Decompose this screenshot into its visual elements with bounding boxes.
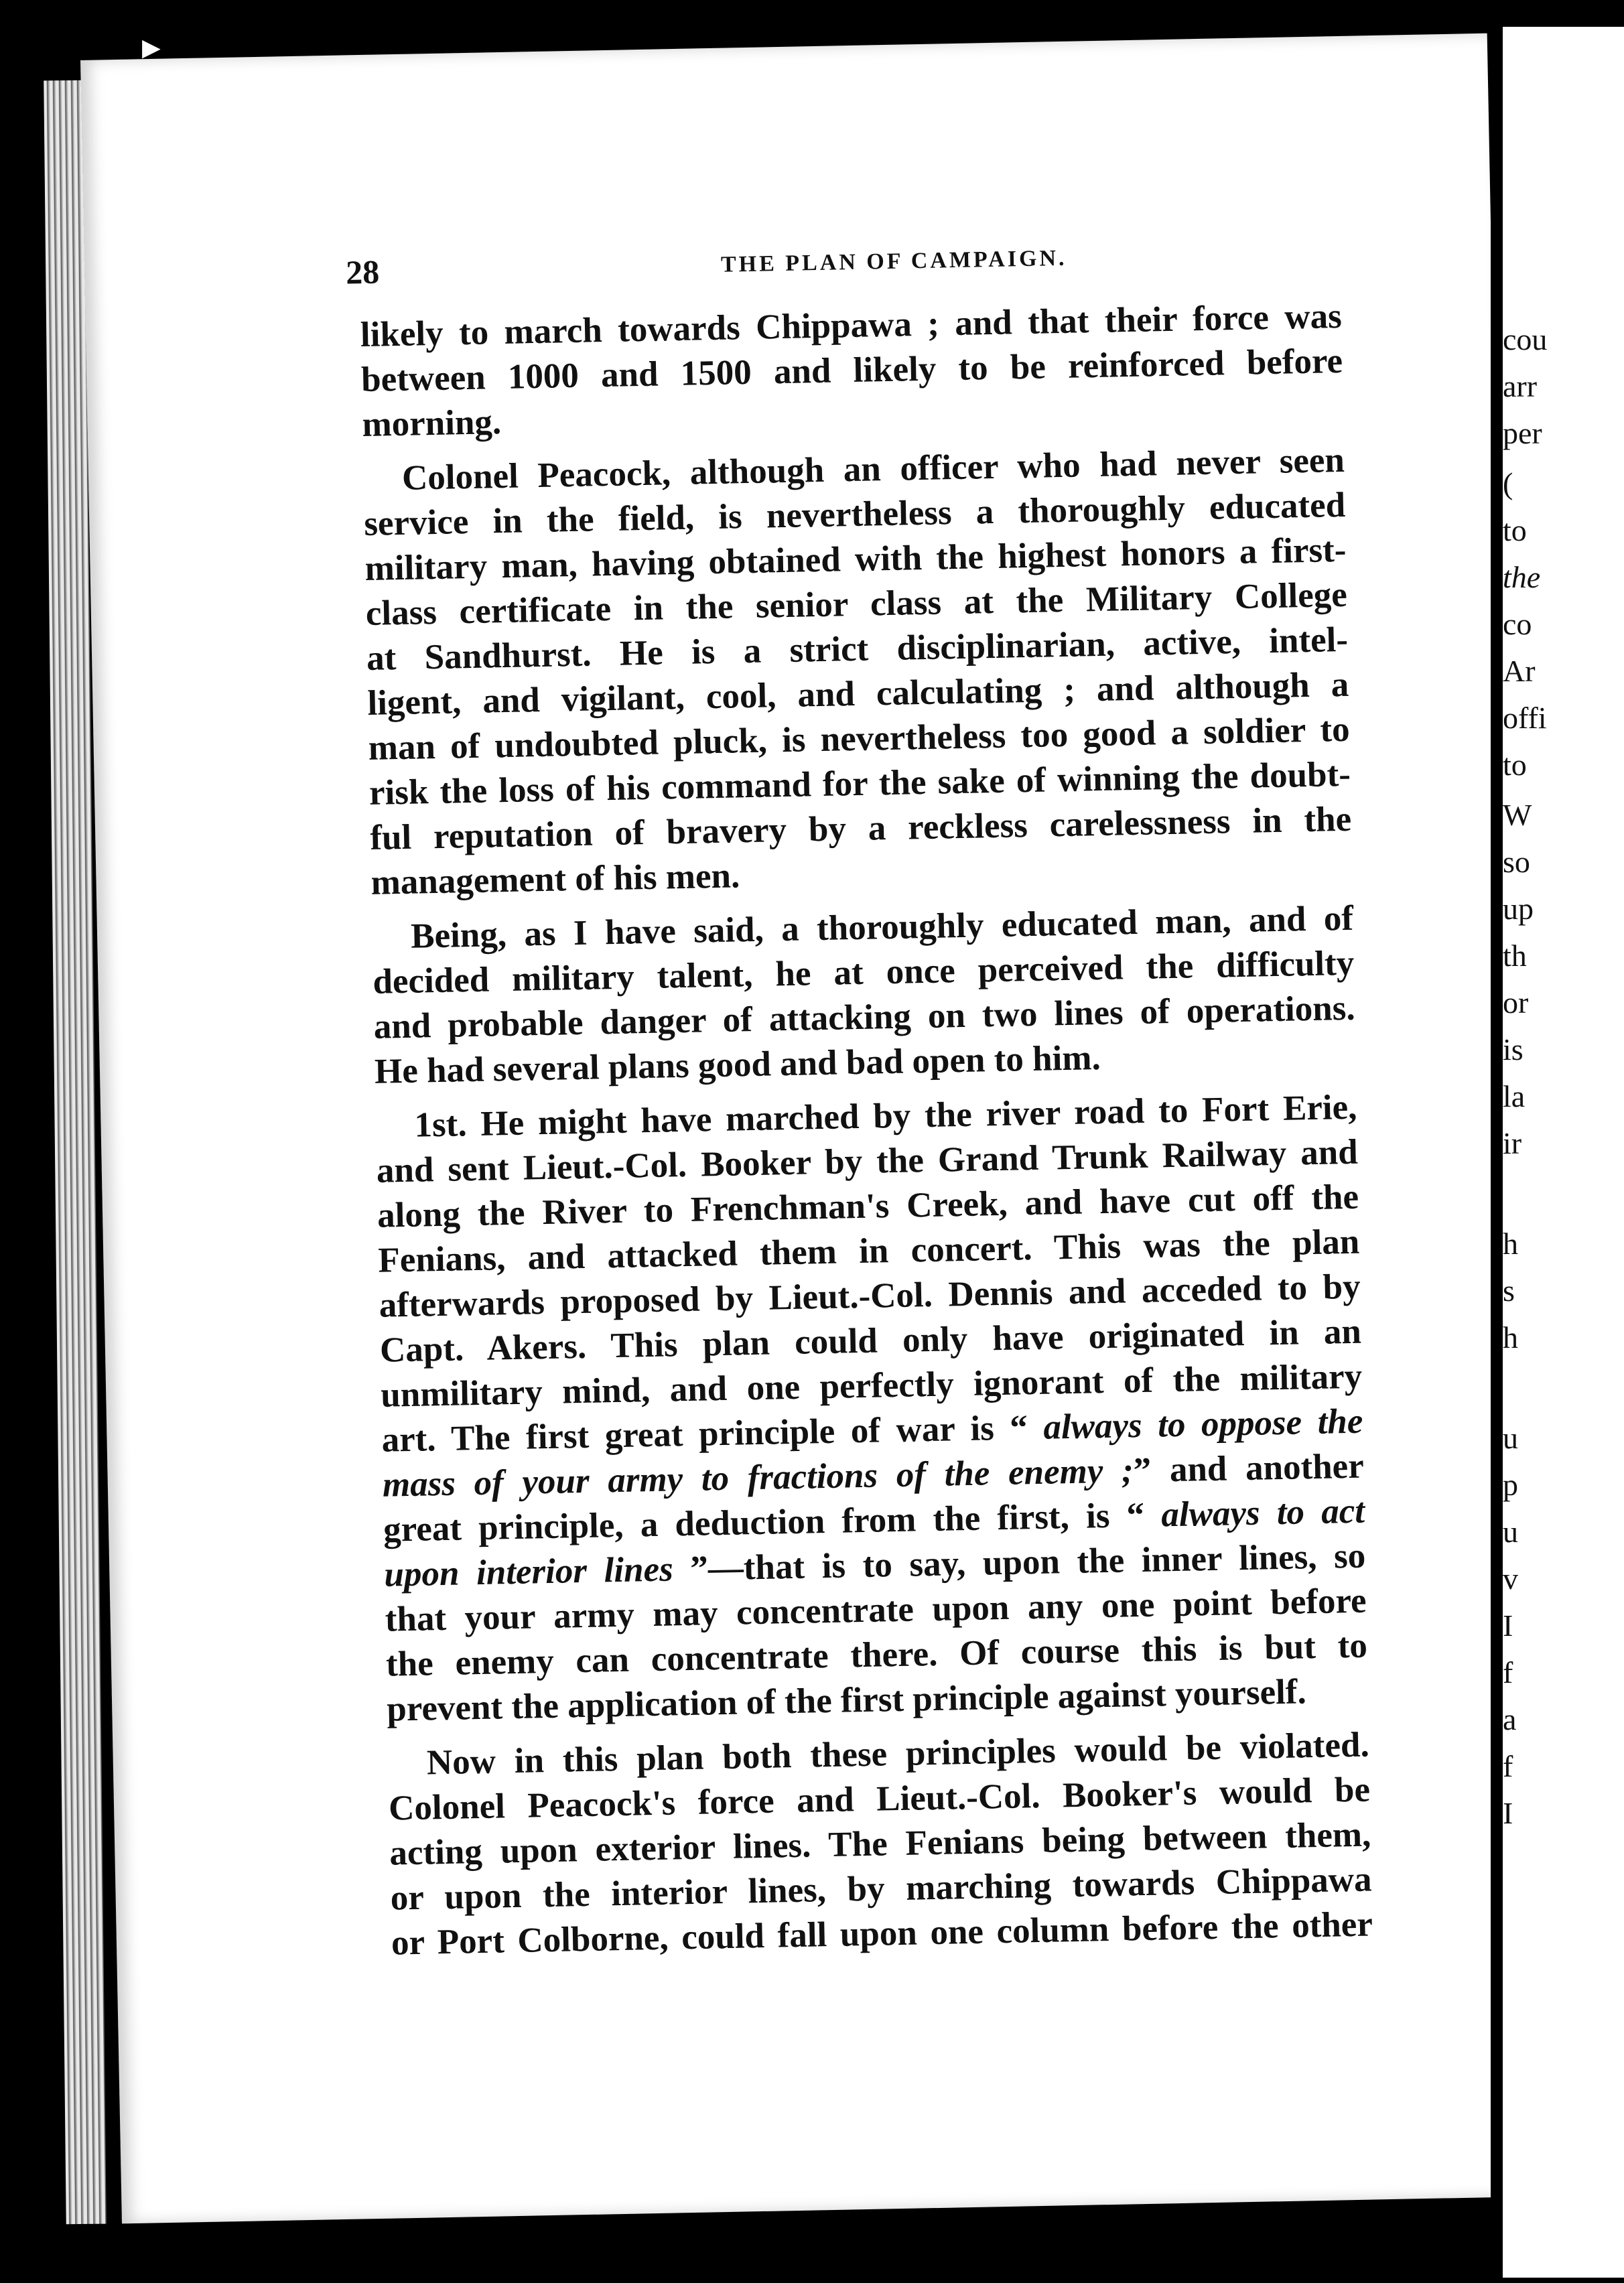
facing-page-fragment: so (1503, 845, 1530, 879)
text-line: and probable danger of attacking on two lines of operations. (373, 988, 1356, 1046)
text-line: prevent the application of the first principle against yourself. (386, 1672, 1307, 1729)
facing-page-fragment: u (1503, 1515, 1518, 1549)
text-line: at Sandhurst. He is a strict disciplinarian, active, intel- (366, 620, 1349, 678)
text-line: that your army may concentrate upon any one point before (385, 1581, 1367, 1639)
text-line: Being, as I have said, a thoroughly educated man, and of (410, 898, 1354, 956)
text-line: service in the field, is nevertheless a thoroughly educated (363, 485, 1346, 543)
facing-page-fragment: I (1503, 1796, 1513, 1830)
text-line: Colonel Peacock's force and Lieut.-Col. Booker's would be (388, 1770, 1371, 1828)
facing-page-fragment: u (1503, 1421, 1518, 1455)
facing-page-fragment: ir (1503, 1126, 1522, 1160)
text-line: the enemy can concentrate there. Of course this is but to (385, 1626, 1368, 1684)
text-line: mass of your army to fractions of the enemy ;” and another (382, 1446, 1365, 1505)
facing-page-fragment: ( (1503, 466, 1513, 500)
facing-page-fragment: Ar (1503, 654, 1536, 688)
text-line: between 1000 and 1500 and likely to be reinforced before (360, 341, 1343, 400)
text-line: He had several plans good and bad open to him. (374, 1038, 1101, 1091)
text-line: Capt. Akers. This plan could only have originated in an (379, 1312, 1362, 1370)
text-line: 1st. He might have marched by the river road to Fort Erie, (414, 1087, 1357, 1145)
text-line: class certificate in the senior class at the Military College (365, 575, 1348, 633)
text-line: upon interior lines ”—that is to say, upon the inner lines, so (383, 1536, 1366, 1594)
running-head (346, 232, 1405, 293)
facing-page-fragment: la (1503, 1079, 1526, 1113)
facing-page-fragment: is (1503, 1032, 1524, 1066)
facing-page (1503, 27, 1624, 2278)
facing-page-fragment: up (1503, 892, 1534, 926)
text-line: ligent, and vigilant, cool, and calculating ; and although a (366, 665, 1349, 723)
text-line: or Port Colborne, could fall upon one column before the other (391, 1905, 1373, 1963)
facing-page-fragment: cou (1503, 322, 1548, 356)
facing-page-fragment: or (1503, 985, 1529, 1020)
text-line: unmilitary mind, and one perfectly ignorant of the military (380, 1357, 1363, 1415)
facing-page-fragment: f (1503, 1749, 1513, 1783)
text-line: risk the loss of his command for the sake of winning the doubt- (368, 754, 1351, 813)
body-text (360, 294, 1373, 1966)
text-line: acting upon exterior lines. The Fenians being between them, (389, 1815, 1371, 1873)
facing-page-fragment: th (1503, 939, 1527, 973)
facing-page-fragment: to (1503, 748, 1527, 782)
text-line: or upon the interior lines, by marching towards Chippawa (390, 1860, 1373, 1918)
text-line: management of his men. (370, 856, 740, 902)
facing-page-fragment: co (1503, 607, 1532, 641)
facing-page-fragment: per (1503, 416, 1542, 450)
text-line: and sent Lieut.-Col. Booker by the Grand Trunk Railway and (376, 1132, 1359, 1190)
text-line: afterwards proposed by Lieut.-Col. Dennis and acceded to by (379, 1267, 1361, 1325)
text-line: art. The first great principle of war is “ always to oppose the (381, 1401, 1363, 1460)
facing-page-fragment: the (1503, 560, 1541, 594)
text-line: likely to march towards Chippawa ; and that their force was (360, 296, 1343, 355)
text-line: Colonel Peacock, although an officer who had never seen (401, 440, 1345, 498)
facing-page-fragment: s (1503, 1273, 1515, 1308)
facing-page-fragment: I (1503, 1608, 1513, 1643)
facing-page-fragment: h (1503, 1227, 1518, 1261)
facing-page-fragment: v (1503, 1562, 1518, 1596)
facing-page-fragment: arr (1503, 369, 1538, 403)
facing-page-fragment: a (1503, 1702, 1517, 1736)
scan-marker-icon: ▶ (142, 34, 161, 62)
facing-page-fragment: h (1503, 1320, 1518, 1355)
facing-page-fragment: f (1503, 1655, 1513, 1689)
facing-page-fragment: to (1503, 513, 1527, 547)
text-line: great principle, a deduction from the first, is “ always to act (383, 1491, 1365, 1549)
page-number: 28 (345, 253, 380, 291)
text-line: Now in this plan both these principles would be violated. (426, 1725, 1370, 1783)
facing-page-fragment: W (1503, 798, 1532, 832)
text-line: man of undoubted pluck, is nevertheless too good a soldier to (368, 709, 1351, 768)
text-line: morning. (361, 403, 502, 445)
text-line: along the River to Frenchman's Creek, and have cut off the (377, 1177, 1359, 1235)
text-line: decided military talent, he at once perceived the difficulty (372, 943, 1355, 1001)
book-gutter (1491, 27, 1503, 2278)
text-line: military man, having obtained with the highest honors a first- (364, 530, 1347, 588)
text-line: ful reputation of bravery by a reckless carelessness in the (369, 799, 1352, 857)
facing-page-fragment: p (1503, 1468, 1518, 1502)
text-line: Fenians, and attacked them in concert. This was the plan (377, 1222, 1360, 1280)
facing-page-fragment: offi (1503, 701, 1547, 735)
running-title: THE PLAN OF CAMPAIGN. (720, 245, 1067, 277)
book-page (80, 33, 1529, 2224)
